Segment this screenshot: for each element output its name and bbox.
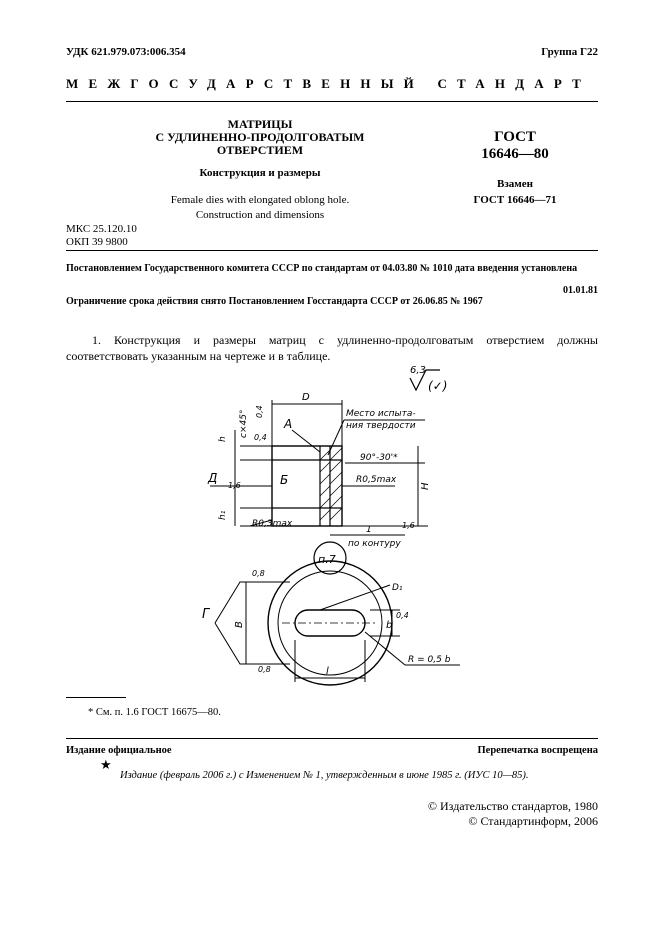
dim-H: H — [420, 482, 431, 490]
test-place-1: Место испыта- — [346, 409, 416, 419]
test-place-2: ния твердости — [346, 421, 416, 431]
dim-B: B — [234, 621, 245, 628]
footnote-rule — [66, 697, 126, 698]
roughness-08a: 0,8 — [252, 569, 265, 578]
gost-number: ГОСТ 16646—80 — [481, 129, 549, 162]
dim-D: D — [302, 392, 310, 403]
document-title: МАТРИЦЫ С УДЛИНЕННО-ПРОДОЛГОВАТЫМ ОТВЕРСТИЕМ — [155, 117, 365, 157]
radius-R05b: R = 0,5 b — [408, 655, 451, 665]
contour-label: по контуру — [348, 539, 401, 549]
dim-h1: h₁ — [218, 510, 228, 520]
reprint-notice: Перепечатка воспрещена — [477, 745, 598, 756]
copyright-2: © Стандартинформ, 2006 — [468, 814, 598, 828]
section-hatching — [320, 448, 342, 520]
copyright-1: © Издательство стандартов, 1980 — [427, 799, 598, 813]
body-paragraph: 1. Конструкция и размеры матриц с удлиненно-продолговатым отверстием должны соответствовать указанным на чертеже и в таблице. — [66, 333, 598, 363]
dim-D1: D₁ — [392, 583, 403, 593]
decree-date: 01.01.81 — [563, 285, 598, 296]
angle-dim: 90°-30'* — [360, 453, 398, 463]
roughness-04b: 0,4 — [254, 433, 267, 442]
banner-rule — [66, 101, 598, 102]
roughness-04c: 0,4 — [396, 611, 409, 620]
footer-rule — [66, 738, 598, 739]
radius-R03max: R0,3max — [252, 519, 293, 529]
limit-text: Ограничение срока действия снято Постановлением Госстандарта СССР от 26.06.85 № 1967 — [66, 296, 483, 307]
star-icon: ★ — [100, 757, 112, 772]
roughness-paren: (✓) — [428, 379, 448, 393]
roughness-value: 6,3 — [410, 365, 426, 376]
technical-drawing — [180, 360, 480, 690]
label-A: А — [284, 417, 293, 431]
view-label: п.7 — [318, 553, 336, 566]
standard-banner: МЕЖГОСУДАРСТВЕННЫЙ СТАНДАРТ — [66, 76, 592, 91]
label-one: 1 — [366, 525, 372, 535]
roughness-16a: 1,6 — [228, 481, 241, 490]
codes-rule — [66, 250, 598, 251]
label-G: Г — [202, 607, 210, 622]
english-title: Female dies with elongated oblong hole. Construction and dimensions — [170, 194, 350, 221]
roughness-08b: 0,8 — [258, 665, 271, 674]
label-B-cyr: Б — [280, 473, 289, 487]
udk-code: УДК 621.979.073:006.354 — [66, 46, 186, 58]
official-edition: Издание официальное — [66, 745, 172, 756]
dim-h: h — [218, 436, 228, 442]
replaces-block: Взамен ГОСТ 16646—71 — [473, 178, 557, 206]
dim-l: l — [326, 666, 329, 677]
dim-b: b — [386, 620, 393, 631]
footnote: * См. п. 1.6 ГОСТ 16675—80. — [88, 707, 221, 718]
roughness-04a: 0,4 — [255, 405, 264, 418]
radius-R05max: R0,5max — [356, 475, 397, 485]
chamfer: c×45° — [239, 409, 249, 438]
document-subtitle: Конструкция и размеры — [199, 167, 321, 179]
edition-note: Издание (февраль 2006 г.) с Изменением № 1, утвержденным в июне 1985 г. (ИУС 10—85). — [120, 770, 529, 781]
roughness-16b: 1,6 — [402, 521, 415, 530]
classification-codes: МКС 25.120.10 ОКП 39 9800 — [66, 223, 137, 248]
group-code: Группа Г22 — [541, 46, 598, 58]
label-D-cyr: Д — [208, 471, 218, 485]
decree-text: Постановлением Государственного комитета СССР по стандартам от 04.03.80 № 1010 дата введения установлена — [66, 263, 578, 274]
